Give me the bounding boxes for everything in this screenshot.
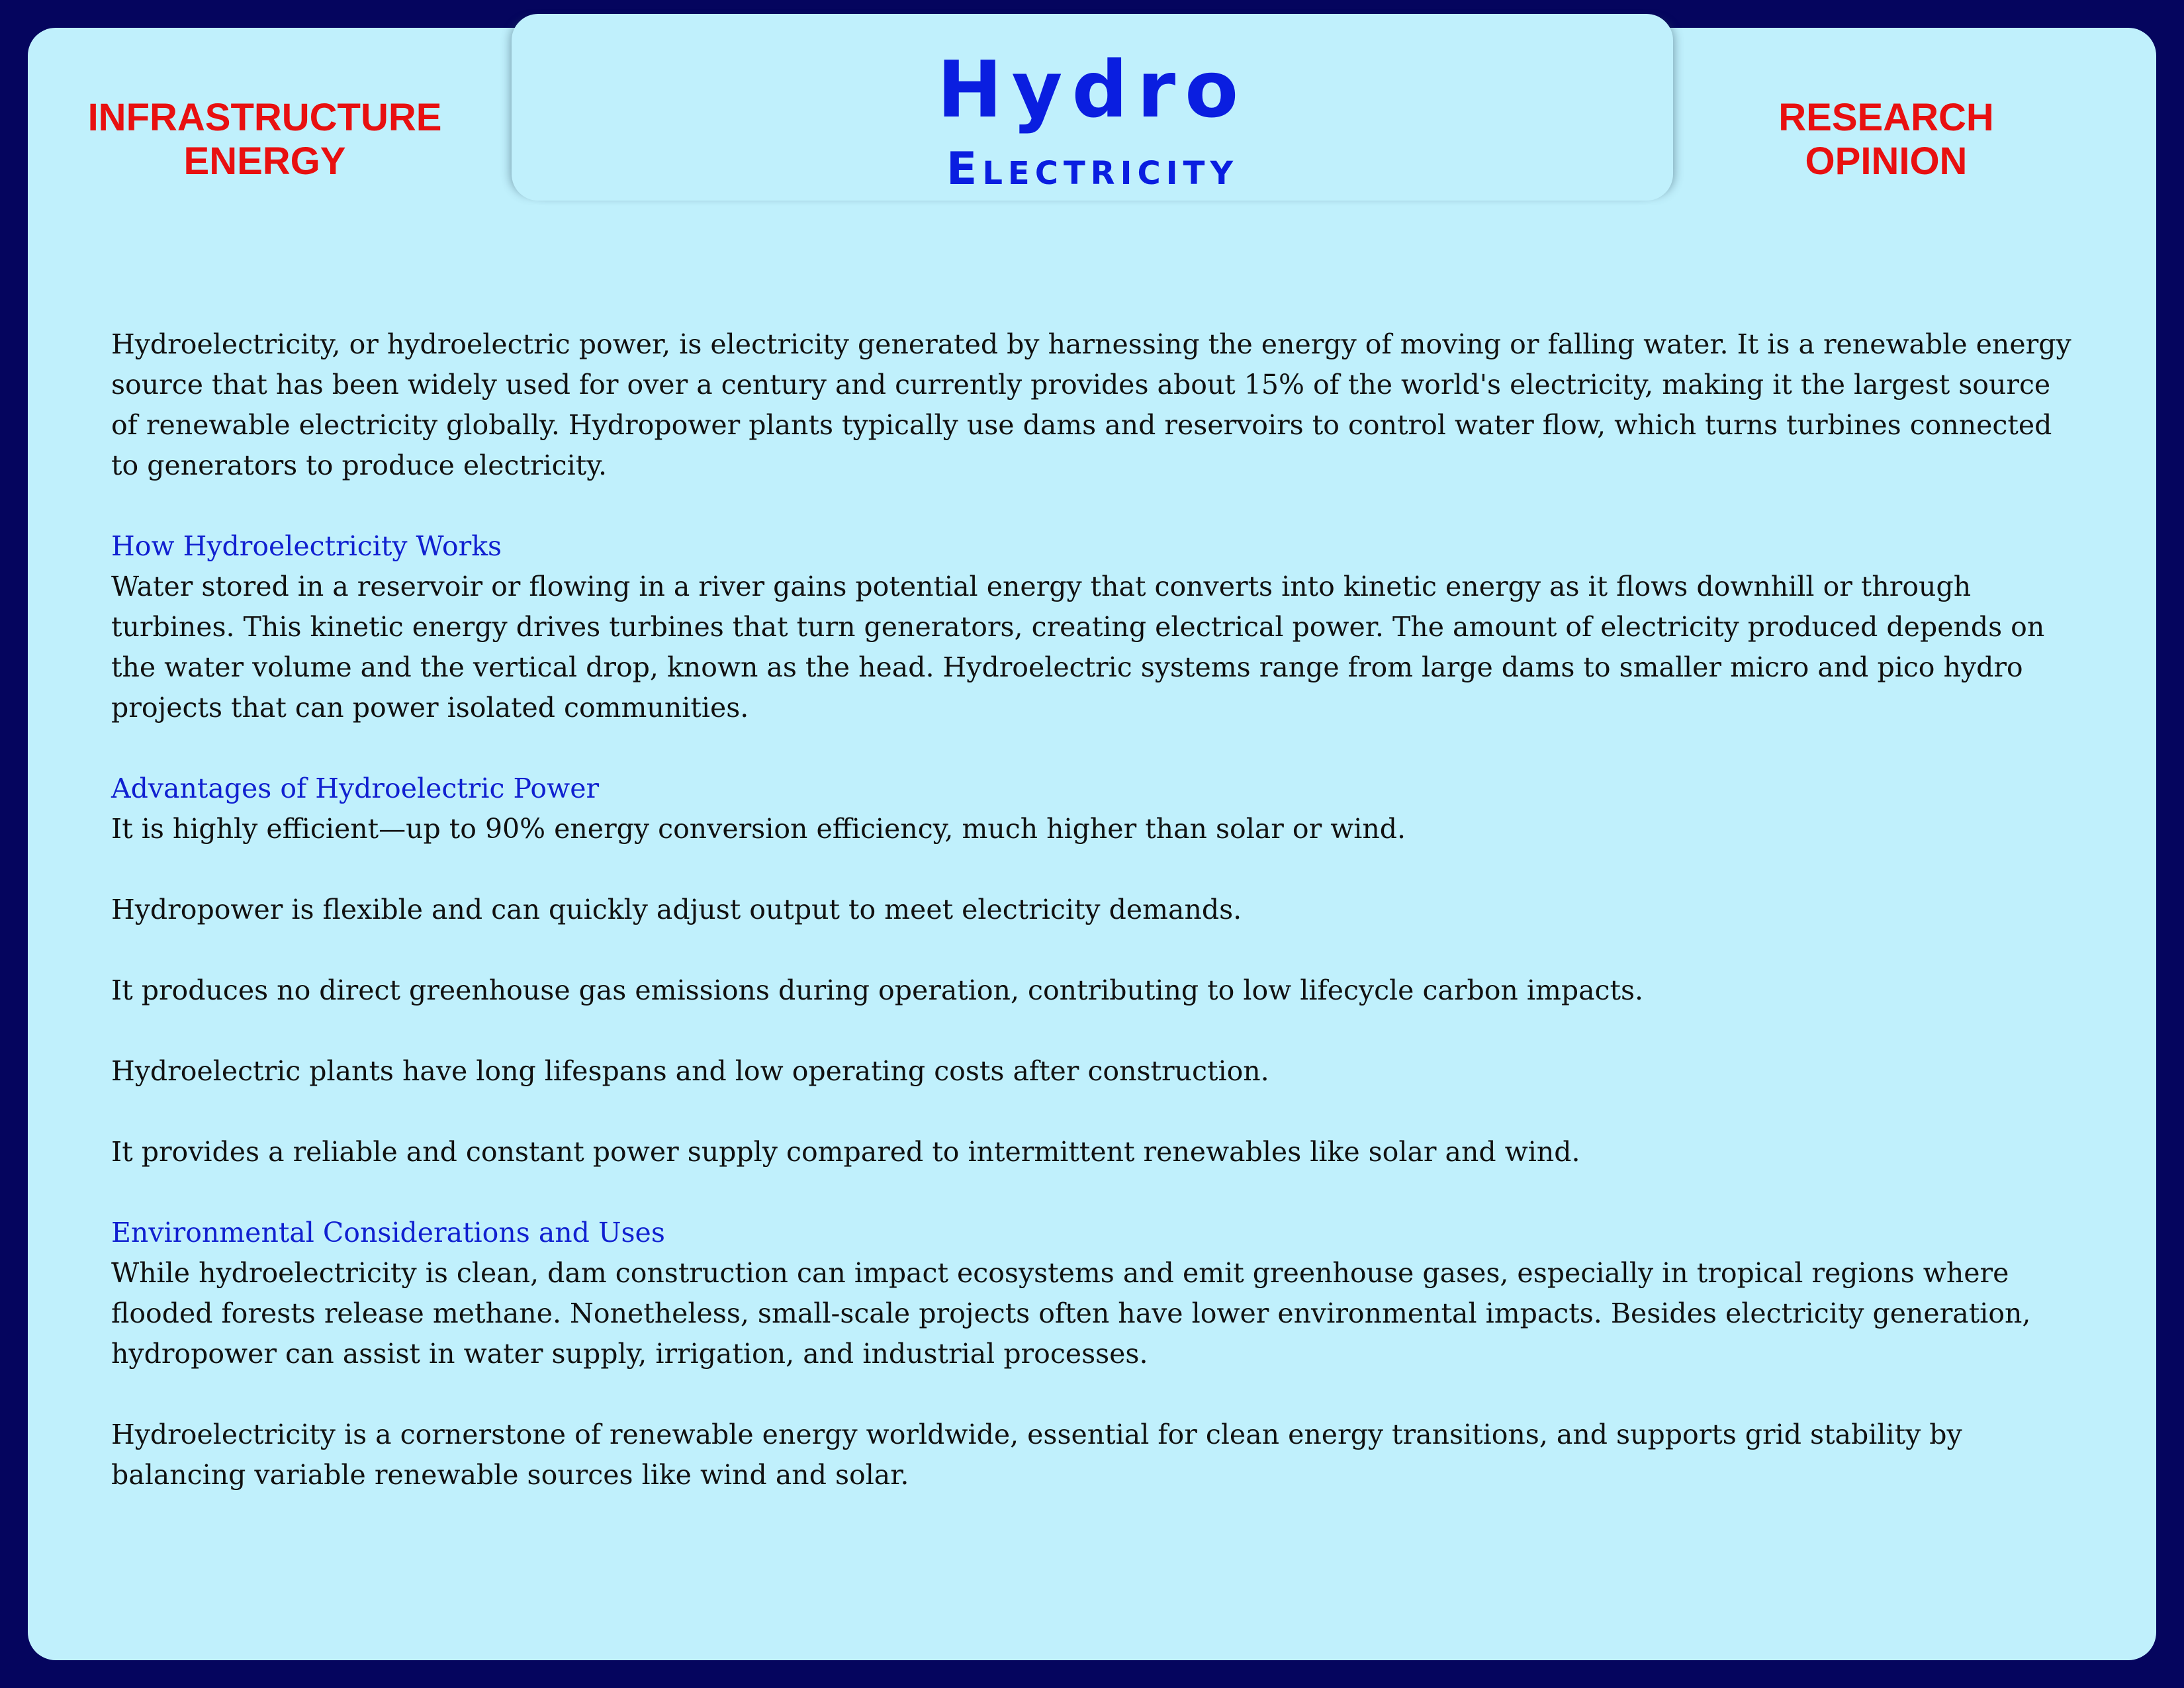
- section-paragraph: It produces no direct greenhouse gas emissions during operation, contributing to low lifecycle carbon impacts.: [111, 974, 1644, 1006]
- category-label-left: [46, 96, 483, 183]
- category-label-left-line1: INFRASTRUCTURE: [87, 96, 442, 139]
- section-heading: Advantages of Hydroelectric Power: [111, 773, 600, 804]
- category-label-right: [1668, 96, 2105, 183]
- section-paragraph: While hydroelectricity is clean, dam construction can impact ecosystems and emit greenhouse gases, especially in tropical regions where flooded forests release methane. Nonetheless, small-scale projects often have lower environmental impacts. Besides electricity generation, hydropower can assist in water supply, irrigation, and industrial processes.: [111, 1257, 2031, 1370]
- intro-paragraph: Hydroelectricity, or hydroelectric power, is electricity generated by harnessing the energy of moving or falling water. It is a renewable energy source that has been widely used for over a century and currently provides about 15% of the world's electricity, making it the largest source of renewable electricity globally. Hydropower plants typically use dams and reservoirs to control water flow, which turns turbines connected to generators to produce electricity.: [111, 328, 2071, 481]
- category-label-left-line2: ENERGY: [183, 140, 346, 183]
- section-paragraph: Water stored in a reservoir or flowing in a river gains potential energy that converts into kinetic energy as it flows downhill or through turbines. This kinetic energy drives turbines that turn generators, creating electrical power. The amount of electricity produced depends on the water volume and the vertical drop, known as the head. Hydroelectric systems range from large dams to smaller micro and pico hydro projects that can power isolated communities.: [111, 571, 2045, 724]
- section-paragraph: Hydroelectric plants have long lifespans and low operating costs after construction.: [111, 1055, 1269, 1087]
- section-environment: [111, 1213, 2083, 1495]
- category-label-right-line2: OPINION: [1805, 140, 1968, 183]
- section-paragraph: Hydroelectricity is a cornerstone of renewable energy worldwide, essential for clean energy transitions, and supports grid stability by balancing variable renewable sources like wind and solar.: [111, 1419, 1962, 1491]
- category-label-right-line1: RESEARCH: [1778, 96, 1994, 139]
- section-advantages: [111, 769, 2083, 1172]
- page-title: Hydro: [936, 44, 1248, 135]
- section-heading: How Hydroelectricity Works: [111, 530, 502, 562]
- section-paragraph: It provides a reliable and constant power supply compared to intermittent renewables like solar and wind.: [111, 1136, 1580, 1168]
- page-subtitle: Electricity: [946, 143, 1239, 195]
- section-paragraph: Hydropower is flexible and can quickly adjust output to meet electricity demands.: [111, 894, 1242, 925]
- section-how-it-works: [111, 526, 2083, 728]
- section-paragraph: It is highly efficient—up to 90% energy conversion efficiency, much higher than solar or wind.: [111, 813, 1406, 845]
- article-body: [111, 324, 2083, 1536]
- section-heading: Environmental Considerations and Uses: [111, 1217, 665, 1248]
